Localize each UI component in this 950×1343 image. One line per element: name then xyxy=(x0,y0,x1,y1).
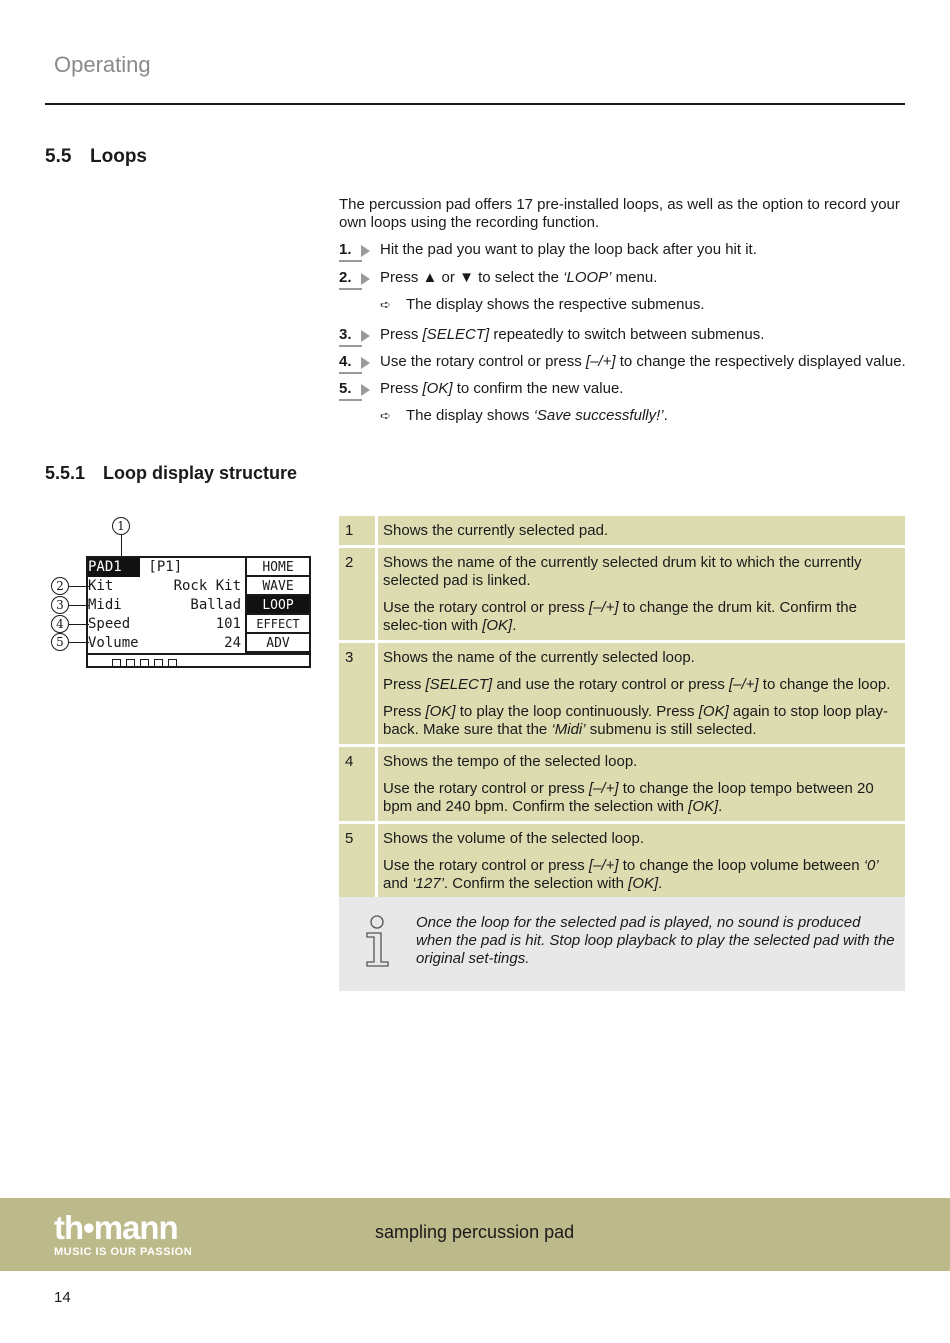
key-name: [OK] xyxy=(482,617,513,634)
lcd-row-midi xyxy=(88,596,243,615)
text: Press xyxy=(380,326,423,343)
brand-tagline: MUSIC IS OUR PASSION xyxy=(54,1246,193,1258)
row-description xyxy=(378,548,905,640)
text: to confirm the new value. xyxy=(452,380,624,397)
subsection-number: 5.5.1 xyxy=(45,463,86,483)
result-text: The display shows the respective submenus. xyxy=(406,296,705,313)
step-text xyxy=(380,326,764,344)
subsection-heading xyxy=(45,463,297,484)
lcd-square-icon xyxy=(140,659,149,668)
text: . xyxy=(658,875,663,892)
text: or xyxy=(437,269,460,286)
step-number: 5. xyxy=(339,380,352,397)
key-name: [SELECT] xyxy=(425,676,493,693)
section-number: 5.5 xyxy=(45,146,72,167)
paragraph: Shows the currently selected pad. xyxy=(383,522,609,539)
row-number: 1 xyxy=(339,516,378,545)
display-legend-table xyxy=(339,513,905,901)
section-heading xyxy=(45,146,147,168)
step-number: 2. xyxy=(339,269,352,286)
info-note xyxy=(339,897,905,991)
text: . xyxy=(718,798,723,815)
lcd-row-speed xyxy=(88,615,243,634)
table-row xyxy=(339,548,905,640)
row-number: 5 xyxy=(339,824,378,898)
text: Press xyxy=(380,269,423,286)
step-number: 1. xyxy=(339,241,352,258)
step-text xyxy=(380,380,623,398)
text: Use the rotary control or press xyxy=(383,780,589,797)
callout-1: 1 xyxy=(112,517,130,535)
key-name: [OK] xyxy=(698,703,729,720)
paragraph xyxy=(383,780,898,816)
step-text xyxy=(380,353,906,371)
arrow-right-outline-icon: ➪ xyxy=(380,408,391,423)
paragraph xyxy=(383,703,898,739)
key-name: [OK] xyxy=(688,798,719,815)
key-name: [OK] xyxy=(425,703,456,720)
paragraph: Shows the name of the currently selected loop. xyxy=(383,649,695,666)
text: Press xyxy=(383,703,426,720)
lcd-divider xyxy=(88,653,309,655)
subsection-title: Loop display structure xyxy=(103,463,298,483)
key-name: [SELECT] xyxy=(422,326,490,343)
text: and use the rotary control or press xyxy=(492,676,729,693)
text: to change the drum kit. Confirm the selec-tion with xyxy=(383,599,857,634)
note-text: Once the loop for the selected pad is played, no sound is produced when the pad is hit. Stop loop playback to play the selected pad with the original set-tings. xyxy=(416,914,895,967)
text: to change the respectively displayed value. xyxy=(615,353,906,370)
text: again to stop loop play-back. Make sure that the xyxy=(383,703,889,738)
arrow-right-outline-icon: ➪ xyxy=(380,297,391,312)
text: . xyxy=(512,617,517,634)
lcd-value: Rock Kit xyxy=(173,578,241,594)
lcd-pad-slot: [P1] xyxy=(140,559,183,575)
lcd-label: Midi xyxy=(88,597,122,613)
lcd-row-kit xyxy=(88,577,243,596)
callout-2: 2 xyxy=(51,577,69,595)
lcd-display xyxy=(86,556,311,668)
message-text: ‘Save successfully!’ xyxy=(533,407,664,424)
lcd-square-icon xyxy=(112,659,121,668)
value: ‘0’ xyxy=(863,857,879,874)
info-icon xyxy=(363,915,393,967)
text: menu. xyxy=(611,269,658,286)
lcd-label: Volume xyxy=(88,635,139,651)
lcd-menu-wave: WAVE xyxy=(245,577,309,596)
step-result xyxy=(380,296,704,314)
step-arrow-icon xyxy=(361,330,370,342)
text: Use the rotary control or press xyxy=(380,353,586,370)
row-number: 3 xyxy=(339,643,378,744)
key-name: [–/+] xyxy=(729,676,759,693)
callout-4: 4 xyxy=(51,615,69,633)
lcd-value: 24 xyxy=(224,635,241,651)
menu-name: ‘LOOP’ xyxy=(563,269,612,286)
table-row xyxy=(339,747,905,821)
callout-5: 5 xyxy=(51,633,69,651)
text: and xyxy=(383,875,413,892)
paragraph: Shows the volume of the selected loop. xyxy=(383,830,644,847)
paragraph xyxy=(383,599,898,635)
paragraph xyxy=(383,857,898,893)
lcd-label: Kit xyxy=(88,578,114,594)
step-arrow-icon xyxy=(361,357,370,369)
text: to change the loop tempo between 20 bpm and 240 bpm. Confirm the selection with xyxy=(383,780,874,815)
text: submenu is still selected. xyxy=(585,721,757,738)
paragraph: Shows the tempo of the selected loop. xyxy=(383,753,638,770)
table-row xyxy=(339,643,905,744)
lcd-square-icon xyxy=(126,659,135,668)
lcd-square-icon xyxy=(168,659,177,668)
text: to change the loop. xyxy=(758,676,891,693)
step-number: 4. xyxy=(339,353,352,370)
row-description xyxy=(378,643,905,744)
step-arrow-icon xyxy=(361,273,370,285)
text: . Confirm the selection with xyxy=(443,875,629,892)
lcd-pad-name: PAD1 xyxy=(88,558,140,577)
step-number: 3. xyxy=(339,326,352,343)
key-name: [–/+] xyxy=(588,857,619,874)
text: to play the loop continuously. Press xyxy=(455,703,699,720)
text: Use the rotary control or press xyxy=(383,857,589,874)
text: Press xyxy=(383,676,426,693)
up-triangle-icon: ▲ xyxy=(422,269,438,286)
step-text xyxy=(380,269,657,287)
key-name: [–/+] xyxy=(588,599,619,616)
value: ‘127’ xyxy=(412,875,444,892)
row-description xyxy=(378,747,905,821)
lcd-row-volume xyxy=(88,634,243,653)
lcd-label: Speed xyxy=(88,616,131,632)
result-text: The display shows xyxy=(406,407,534,424)
result-text: . xyxy=(663,407,668,424)
lcd-value: 101 xyxy=(215,616,241,632)
lcd-menu-effect: EFFECT xyxy=(245,615,309,634)
lcd-menu-loop: LOOP xyxy=(245,596,309,615)
running-header: Operating xyxy=(54,52,151,77)
header-rule xyxy=(45,103,905,105)
step-text: Hit the pad you want to play the loop back after you hit it. xyxy=(380,241,757,258)
lcd-menu-home: HOME xyxy=(245,558,309,577)
page-number: 14 xyxy=(54,1289,71,1306)
paragraph xyxy=(383,676,898,694)
key-name: [OK] xyxy=(422,380,453,397)
key-name: [–/+] xyxy=(585,353,616,370)
menu-name: ‘Midi’ xyxy=(551,721,586,738)
row-description xyxy=(378,824,905,898)
row-number: 2 xyxy=(339,548,378,640)
paragraph: Shows the name of the currently selected drum kit to which the currently selected pad is linked. xyxy=(383,554,862,589)
table-row xyxy=(339,516,905,545)
key-name: [–/+] xyxy=(588,780,619,797)
down-triangle-icon: ▼ xyxy=(459,269,474,286)
lcd-menu-adv: ADV xyxy=(245,634,309,653)
callout-3: 3 xyxy=(51,596,69,614)
brand-logo: th•mann xyxy=(54,1209,178,1246)
row-description xyxy=(378,516,905,545)
step-arrow-icon xyxy=(361,245,370,257)
text: Use the rotary control or press xyxy=(383,599,589,616)
table-row xyxy=(339,824,905,898)
section-title: Loops xyxy=(90,146,147,167)
step-arrow-icon xyxy=(361,384,370,396)
lcd-value: Ballad xyxy=(190,597,241,613)
intro-paragraph: The percussion pad offers 17 pre-installed loops, as well as the option to record your own loops using the recording function. xyxy=(339,196,900,231)
product-name: sampling percussion pad xyxy=(375,1222,575,1242)
key-name: [OK] xyxy=(628,875,659,892)
lcd-row-pad xyxy=(88,558,243,577)
step-result xyxy=(380,407,668,425)
lcd-square-icon xyxy=(154,659,163,668)
text: to change the loop volume between xyxy=(618,857,864,874)
text: Press xyxy=(380,380,423,397)
row-number: 4 xyxy=(339,747,378,821)
text: repeatedly to switch between submenus. xyxy=(489,326,765,343)
text: to select the xyxy=(473,269,564,286)
